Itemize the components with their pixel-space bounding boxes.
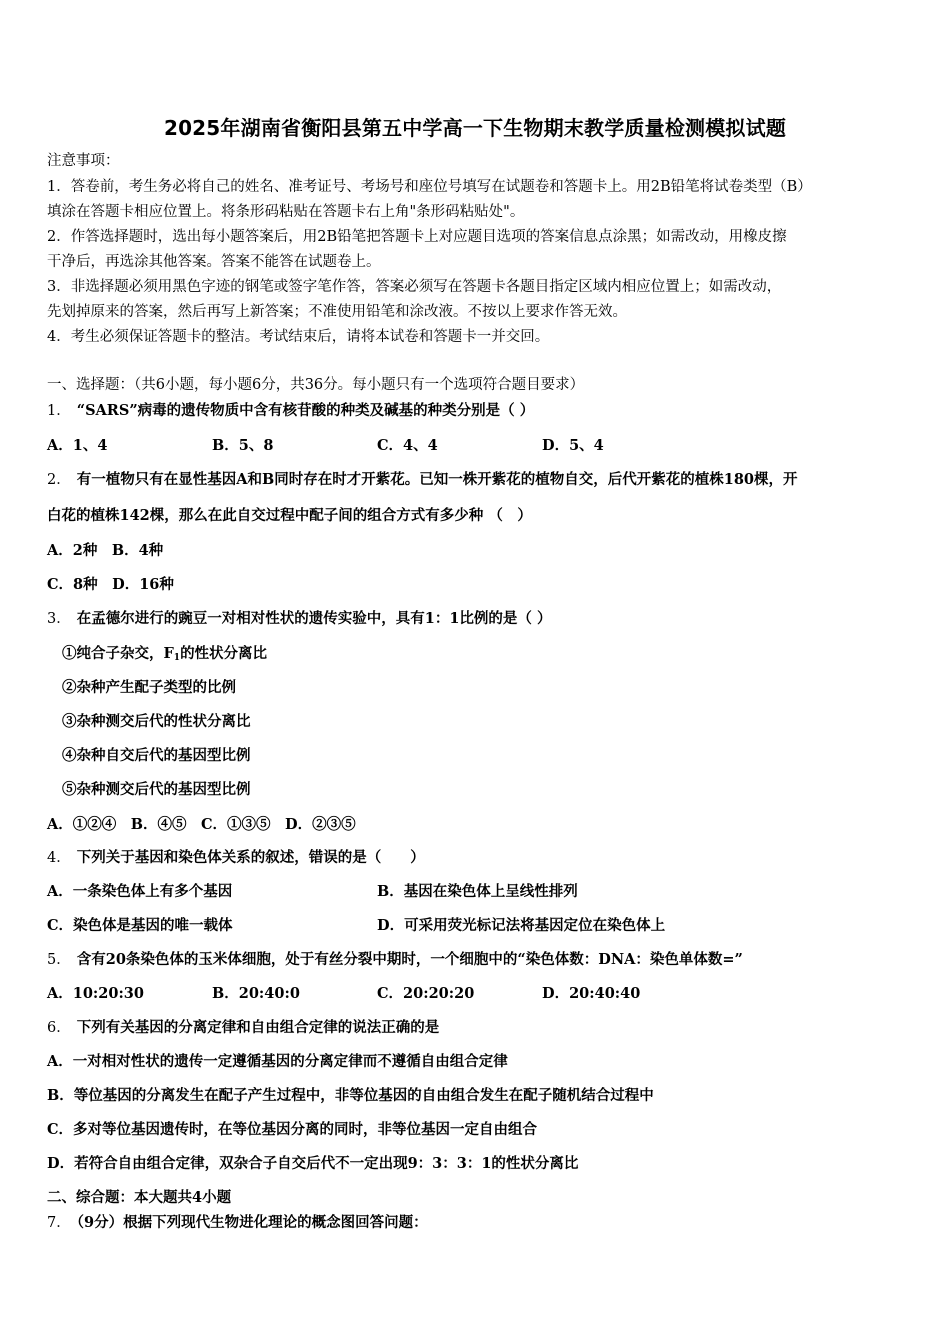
section-heading: 一、选择题：（共6小题，每小题6分，共36分。每小题只有一个选项符合题目要求） <box>47 377 585 393</box>
statement-text: 的性状分离比 <box>180 645 268 662</box>
question-number: 4． <box>47 850 71 866</box>
statement-text: ①纯合子杂交，F <box>62 645 174 662</box>
notice-line: 1．答卷前，考生务必将自己的姓名、准考证号、考场号和座位号填写在试题卷和答题卡上。用2B铅笔将试卷类型（B） <box>47 179 812 195</box>
option-b: B．20:40:0 <box>212 985 300 1002</box>
question-text: 在孟德尔进行的豌豆一对相对性状的遗传实验中，具有1：1比例的是（ ） <box>76 610 552 627</box>
question-7 <box>47 1214 428 1232</box>
question-text: 含有20条染色体的玉米体细胞，处于有丝分裂中期时，一个细胞中的“染色体数：DNA：染色单体数=” <box>76 951 743 968</box>
statement-item <box>62 645 267 667</box>
statement-item: ④杂种自交后代的基因型比例 <box>62 747 251 764</box>
option-b: B．基因在染色体上呈线性排列 <box>377 883 578 900</box>
question-text: 白花的植株142棵，那么在此自交过程中配子间的组合方式有多少种 （ ） <box>47 507 532 524</box>
notice-line: 3．非选择题必须用黑色字迹的钢笔或签字笔作答，答案必须写在答题卡各题目指定区域内相应位置上；如需改动， <box>47 279 782 295</box>
options-row: C．8种 D．16种 <box>47 576 174 593</box>
question-text: 有一植物只有在显性基因A和B同时存在时才开紫花。已知一株开紫花的植物自交，后代开紫花的植株180棵，开 <box>76 471 798 488</box>
notice-heading: 注意事项： <box>47 153 120 169</box>
option-d: D．若符合自由组合定律，双杂合子自交后代不一定出现9：3：3：1的性状分离比 <box>47 1155 579 1172</box>
option-c: C．染色体是基因的唯一载体 <box>47 917 233 934</box>
option-d: D．20:40:40 <box>542 985 641 1002</box>
statement-item: ⑤杂种测交后代的基因型比例 <box>62 781 251 798</box>
notice-line: 先划掉原来的答案，然后再写上新答案；不准使用铅笔和涂改液。不按以上要求作答无效。 <box>47 304 627 320</box>
option-c: C．20:20:20 <box>377 985 475 1002</box>
option-a: A．10:20:30 <box>47 985 144 1002</box>
option-b: B．5、8 <box>212 437 274 454</box>
question-number: 2． <box>47 472 71 488</box>
question-4 <box>47 849 425 867</box>
notice-line: 2．作答选择题时，选出每小题答案后，用2B铅笔把答题卡上对应题目选项的答案信息点涂黑；如需改动，用橡皮擦 <box>47 229 787 245</box>
question-number: 1． <box>47 403 71 419</box>
notice-line: 4．考生必须保证答题卡的整洁。考试结束后，请将本试卷和答题卡一并交回。 <box>47 329 550 345</box>
question-6 <box>47 1019 439 1037</box>
option-c: C．4、4 <box>377 437 438 454</box>
question-number: 3． <box>47 611 71 627</box>
option-a: A．1、4 <box>47 437 108 454</box>
question-2 <box>47 471 798 489</box>
options-row: A．①②④ B．④⑤ C．①③⑤ D．②③⑤ <box>47 816 356 833</box>
option-d: D．可采用荧光标记法将基因定位在染色体上 <box>377 917 666 934</box>
question-5 <box>47 951 743 969</box>
question-text: （9分）根据下列现代生物进化理论的概念图回答问题： <box>76 1214 428 1231</box>
page-title: 2025年湖南省衡阳县第五中学高一下生物期末教学质量检测模拟试题 <box>163 116 787 140</box>
notice-line: 干净后，再选涂其他答案。答案不能答在试题卷上。 <box>47 254 381 270</box>
question-number: 5． <box>47 952 71 968</box>
statement-item: ②杂种产生配子类型的比例 <box>62 679 236 696</box>
subscript: 1 <box>173 653 181 663</box>
question-text: 下列有关基因的分离定律和自由组合定律的说法正确的是 <box>76 1019 440 1036</box>
question-3 <box>47 610 551 628</box>
statement-item: ③杂种测交后代的性状分离比 <box>62 713 251 730</box>
question-number: 7． <box>47 1215 71 1231</box>
option-b: B．等位基因的分离发生在配子产生过程中，非等位基因的自由组合发生在配子随机结合过程中 <box>47 1087 654 1104</box>
question-text: “SARS”病毒的遗传物质中含有核苷酸的种类及碱基的种类分别是（ ） <box>76 402 535 419</box>
option-c: C．多对等位基因遗传时，在等位基因分离的同时，非等位基因一定自由组合 <box>47 1121 538 1138</box>
question-1 <box>47 402 534 420</box>
option-a: A．一条染色体上有多个基因 <box>47 883 233 900</box>
question-text: 下列关于基因和染色体关系的叙述，错误的是（ ） <box>76 849 425 866</box>
section-heading: 二、综合题：本大题共4小题 <box>47 1189 232 1206</box>
option-d: D．5、4 <box>542 437 604 454</box>
options-row: A．2种 B．4种 <box>47 542 164 559</box>
option-a: A．一对相对性状的遗传一定遵循基因的分离定律而不遵循自由组合定律 <box>47 1053 508 1070</box>
question-number: 6． <box>47 1020 71 1036</box>
notice-line: 填涂在答题卡相应位置上。将条形码粘贴在答题卡右上角"条形码粘贴处"。 <box>47 204 525 220</box>
